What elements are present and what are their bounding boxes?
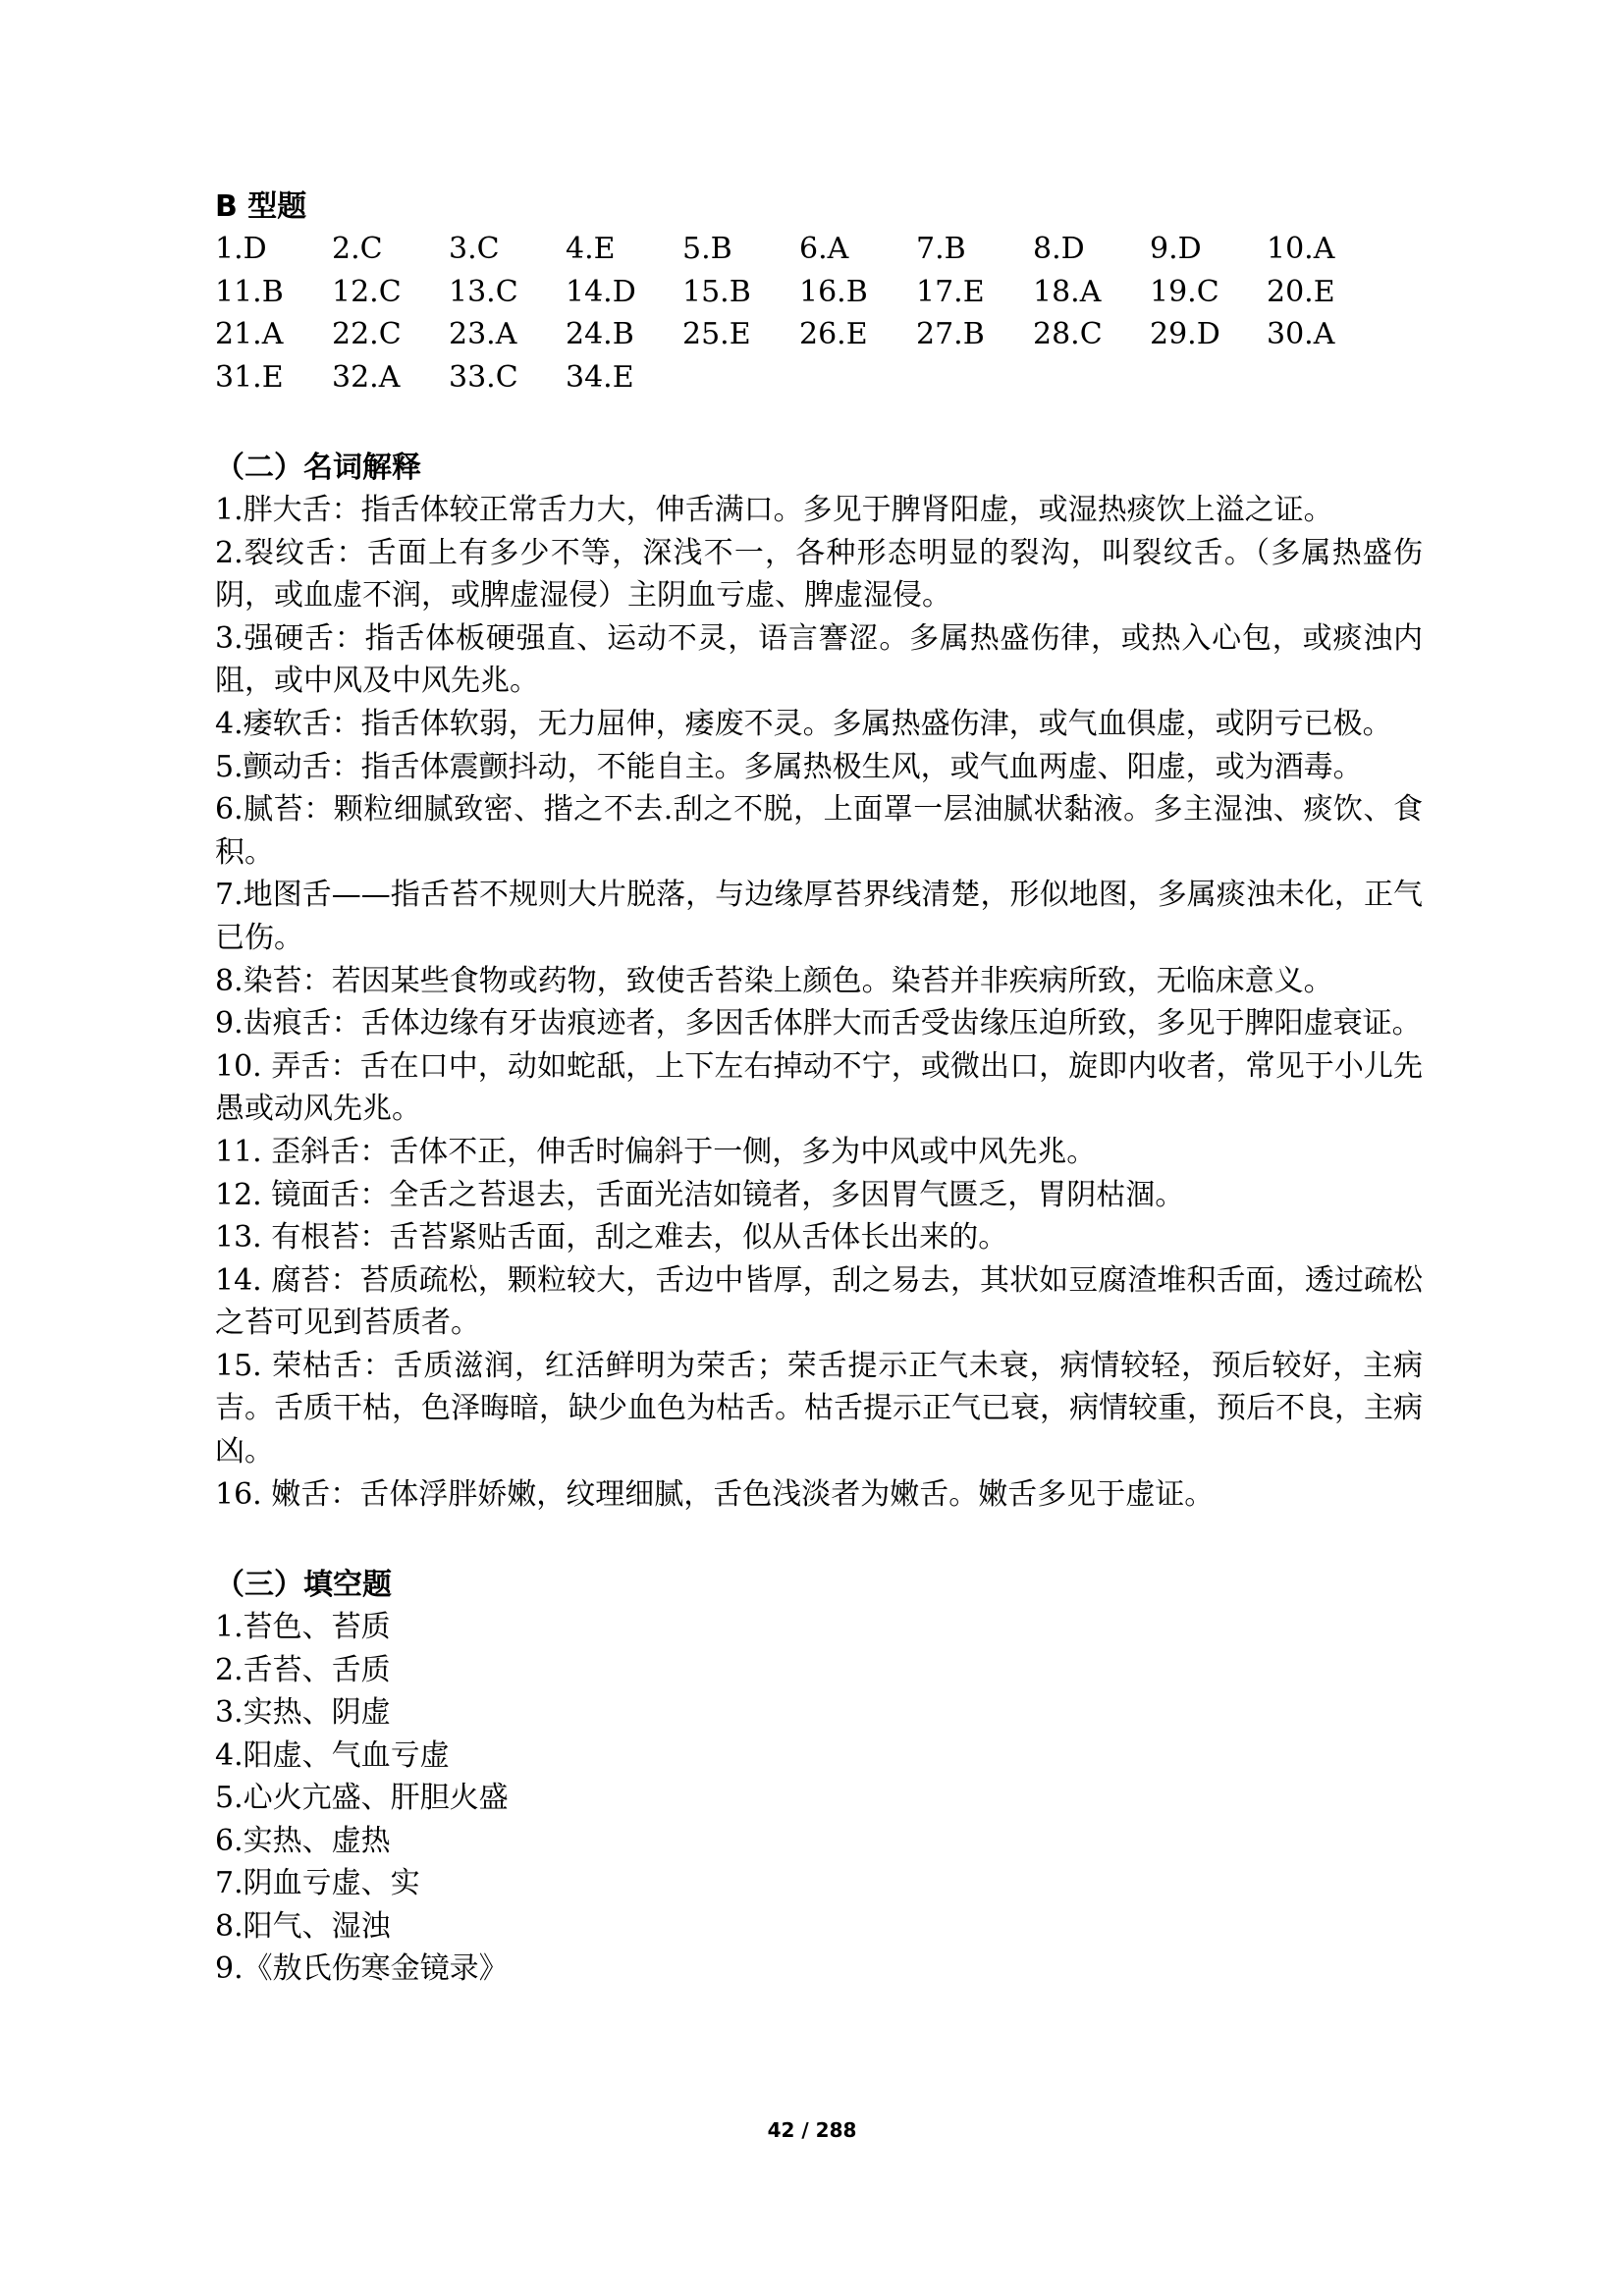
page-content <box>215 187 1423 1991</box>
answer-cell: 12.C <box>332 274 402 309</box>
answer-cell: 7.B <box>916 232 966 266</box>
term-definition: 6.腻苔：颗粒细腻致密、揩之不去.刮之不脱，上面罩一层油腻状黏液。多主湿浊、痰饮、食积。 <box>215 792 1423 870</box>
answer-cell: 32.A <box>332 359 401 395</box>
term-definition: 10. 弄舌：舌在口中，动如蛇舐，上下左右掉动不宁，或微出口，旋即内收者，常见于小儿先愚或动风先兆。 <box>215 1048 1423 1127</box>
fill-answer: 4.阳虚、气血亏虚 <box>215 1737 450 1773</box>
fill-answer: 7.阴血亏虚、实 <box>215 1866 420 1901</box>
term-definition: 14. 腐苔：苔质疏松，颗粒较大，舌边中皆厚，刮之易去，其状如豆腐渣堆积舌面，透过疏松之苔可见到苔质者。 <box>215 1262 1423 1341</box>
answer-cell: 26.E <box>799 317 868 351</box>
answer-cell: 5.B <box>682 232 732 266</box>
answer-cell: 24.B <box>566 317 634 351</box>
term-definition: 13. 有根苔：舌苔紧贴舌面，刮之难去，似从舌体长出来的。 <box>215 1220 1008 1255</box>
term-definition: 9.齿痕舌：舌体边缘有牙齿痕迹者，多因舌体胖大而舌受齿缘压迫所致，多见于脾阳虚衰证。 <box>215 1006 1422 1041</box>
answer-cell: 29.D <box>1150 317 1220 351</box>
term-definition: 15. 荣枯舌：舌质滋润，红活鲜明为荣舌；荣舌提示正气未衰，病情较轻，预后较好，主病吉。舌质干枯，色泽晦暗，缺少血色为枯舌。枯舌提示正气已衰，病情较重，预后不良，主病凶。 <box>215 1348 1423 1469</box>
fill-answer: 2.舌苔、舌质 <box>215 1652 391 1687</box>
answer-cell: 34.E <box>566 359 634 395</box>
fill-answer: 5.心火亢盛、肝胆火盛 <box>215 1781 509 1816</box>
fill-answer: 6.实热、虚热 <box>215 1823 391 1858</box>
answer-cell: 3.C <box>449 232 500 266</box>
term-definition: 12. 镜面舌：全舌之苔退去，舌面光洁如镜者，多因胃气匮乏，胃阴枯涸。 <box>215 1177 1185 1212</box>
answer-cell: 6.A <box>799 232 849 266</box>
answer-cell: 23.A <box>449 317 517 351</box>
answer-cell: 31.E <box>215 359 284 395</box>
answer-cell: 8.D <box>1033 232 1085 266</box>
term-definition: 5.颤动舌：指舌体震颤抖动，不能自主。多属热极生风，或气血两虚、阳虚，或为酒毒。 <box>215 749 1363 784</box>
term-definition: 8.染苔：若因某些食物或药物，致使舌苔染上颜色。染苔并非疾病所致，无临床意义。 <box>215 963 1333 998</box>
fill-list <box>215 1606 1423 1991</box>
answer-cell: 1.D <box>215 232 267 266</box>
answer-cell: 2.C <box>332 232 383 266</box>
answer-cell: 25.E <box>682 317 751 351</box>
answer-cell: 28.C <box>1033 317 1103 351</box>
fill-answer: 8.阳气、湿浊 <box>215 1908 391 1944</box>
answer-cell: 16.B <box>799 274 868 309</box>
spacer <box>215 399 1423 448</box>
page-number: 42 / 288 <box>767 2118 857 2142</box>
answer-cell: 30.A <box>1267 317 1335 351</box>
answer-cell: 21.A <box>215 317 284 351</box>
answer-cell: 13.C <box>449 274 518 309</box>
answer-cell: 14.D <box>566 274 636 309</box>
term-definition: 2.裂纹舌：舌面上有多少不等，深浅不一，各种形态明显的裂沟，叫裂纹舌。（多属热盛伤阴，或血虚不润，或脾虚湿侵）主阴血亏虚、脾虚湿侵。 <box>215 535 1423 614</box>
term-definition: 7.地图舌——指舌苔不规则大片脱落，与边缘厚苔界线清楚，形似地图，多属痰浊未化，正气已伤。 <box>215 878 1423 955</box>
answer-cell: 15.B <box>682 274 751 309</box>
term-definition: 1.胖大舌：指舌体较正常舌力大，伸舌满口。多见于脾肾阳虚，或湿热痰饮上溢之证。 <box>215 493 1333 527</box>
b-type-heading: B 型题 <box>215 189 307 224</box>
answer-cell: 20.E <box>1267 274 1335 309</box>
spacer <box>215 1516 1423 1565</box>
term-definition: 3.强硬舌：指舌体板硬强直、运动不灵，语言謇涩。多属热盛伤律，或热入心包，或痰浊内阻，或中风及中风先兆。 <box>215 620 1423 699</box>
terms-heading: （二）名词解释 <box>215 451 421 485</box>
fill-heading: （三）填空题 <box>215 1568 392 1603</box>
answer-cell: 10.A <box>1267 232 1335 266</box>
answer-cell: 33.C <box>449 359 518 395</box>
answer-cell: 4.E <box>566 232 616 266</box>
term-definition: 16. 嫩舌：舌体浮胖娇嫩，纹理细腻，舌色浅淡者为嫩舌。嫩舌多见于虚证。 <box>215 1476 1215 1512</box>
answer-cell: 27.B <box>916 317 985 351</box>
fill-answer: 9.《敖氏伤寒金镜录》 <box>215 1951 509 1987</box>
terms-list <box>215 489 1423 1516</box>
answer-cell: 17.E <box>916 274 985 309</box>
term-definition: 4.痿软舌：指舌体软弱，无力屈伸，痿废不灵。多属热盛伤津，或气血俱虚，或阴亏已极。 <box>215 706 1392 741</box>
term-definition: 11. 歪斜舌：舌体不正，伸舌时偏斜于一侧，多为中风或中风先兆。 <box>215 1134 1097 1169</box>
answer-cell: 22.C <box>332 317 402 351</box>
answer-cell: 19.C <box>1150 274 1219 309</box>
fill-answer: 3.实热、阴虚 <box>215 1695 391 1731</box>
fill-answer: 1.苔色、苔质 <box>215 1610 391 1645</box>
answer-cell: 11.B <box>215 274 284 309</box>
answer-cell: 9.D <box>1150 232 1202 266</box>
b-type-answer-grid <box>215 228 1423 399</box>
answer-cell: 18.A <box>1033 274 1102 309</box>
